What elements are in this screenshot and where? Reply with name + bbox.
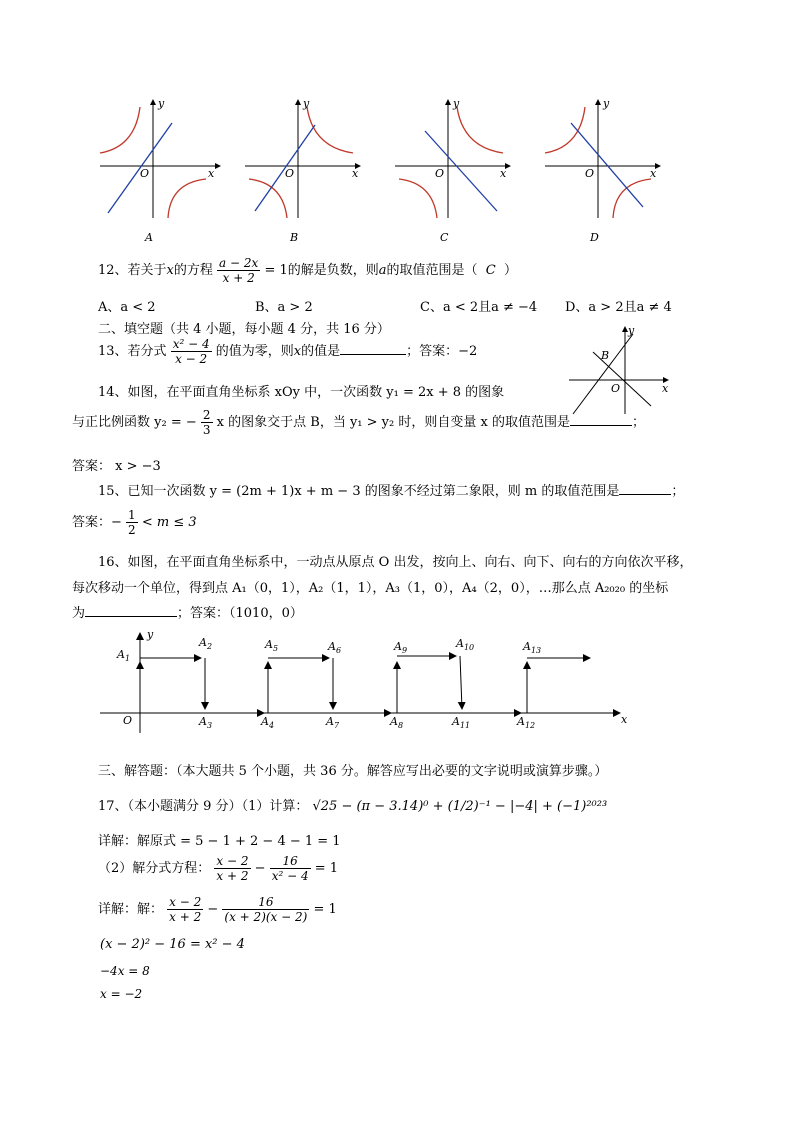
q14-frac-num: 2	[202, 408, 211, 422]
q17-eq2-frac-a	[214, 854, 250, 883]
graph-a-x: x	[208, 167, 215, 180]
q12-answer: C	[485, 263, 496, 278]
q12-option-b: B、a > 2	[255, 300, 313, 315]
q13-mid: 的值为零，则	[215, 344, 294, 359]
q13-stem	[98, 337, 477, 366]
q14-line2-end: ；	[631, 415, 645, 430]
q16-label-a5: $A_5$	[265, 638, 279, 653]
q15-answer	[72, 508, 197, 537]
q17-sol2-frac-a	[167, 895, 203, 924]
q16-figure	[95, 628, 635, 738]
q12-var-x: x	[166, 263, 174, 278]
q15-frac-den: 2	[128, 523, 136, 537]
q16-line3-b: ；答案：（1010，0）	[177, 606, 303, 621]
q16-label-a4: $A_4$	[261, 715, 275, 730]
q17-part1-label: 17、（本小题满分 9 分）（1）计算：	[98, 799, 309, 814]
q12-prefix: 12、若关于	[98, 263, 167, 278]
graph-a-o: O	[140, 167, 150, 180]
q14-line1: 14、如图，在平面直角坐标系 xOy 中，一次函数 y₁ = 2x + 8 的图象	[98, 385, 505, 400]
q12-eq: = 1	[264, 263, 288, 278]
q14-answer: 答案： x > −3	[72, 459, 161, 474]
graph-d-o: O	[585, 167, 595, 180]
q15-blank[interactable]	[619, 482, 671, 495]
graph-b	[245, 97, 361, 244]
q15-line1-end: ；	[671, 484, 685, 499]
q15-answer-prefix: 答案：−	[72, 515, 122, 530]
section2-heading: 二、填空题（共 4 小题，每小题 4 分，共 16 分）	[98, 322, 390, 337]
graph-a-y: y	[158, 97, 165, 110]
q16-label-a1: $A_1$	[117, 648, 131, 663]
q14-frac-den: 3	[202, 423, 211, 437]
q16-label-a8: $A_8$	[390, 715, 404, 730]
q17-eq2-a-den: x + 2	[216, 869, 249, 883]
q16-label-a13: $A_{13}$	[523, 640, 542, 655]
q13-blank[interactable]	[340, 342, 406, 355]
q14-fig-y: y	[628, 324, 635, 337]
q12-stem	[98, 256, 517, 285]
q12-frac-num: a − 2x	[219, 256, 259, 270]
q17-eq2-frac-b	[270, 854, 311, 883]
q14-fig-b: B	[601, 349, 610, 362]
q17-eq2-b-den: x² − 4	[271, 869, 309, 883]
q15-frac-num: 1	[128, 508, 136, 522]
q16-line3	[72, 602, 303, 621]
graph-b-label: B	[290, 231, 299, 244]
q14-blank[interactable]	[570, 413, 632, 426]
q16-blank[interactable]	[85, 604, 177, 617]
q17-sol2-prefix: 详解：解：	[98, 902, 164, 917]
q13-suffix: 的值是	[301, 344, 341, 359]
q17-sol1: 详解：解原式 = 5 − 1 + 2 − 4 − 1 = 1	[98, 834, 341, 849]
q17-step3: x = −2	[100, 987, 143, 1001]
q12-option-c: C、a < 2且a ≠ −4	[420, 300, 538, 315]
q12-option-a: A、a < 2	[98, 300, 156, 315]
graph-c-label: C	[440, 231, 449, 244]
section3-heading: 三、解答题：（本大题共 5 个小题，共 36 分。解答应写出必要的文字说明或演算步骤。）	[98, 764, 608, 779]
q13-var-x: x	[293, 344, 302, 359]
q17-part2-label: （2）解分式方程：	[98, 861, 211, 876]
q15-fraction	[126, 508, 138, 537]
q12-close: ）	[504, 263, 518, 278]
q14-fig-o: O	[611, 382, 621, 395]
q17-sol2-a-den: x + 2	[169, 910, 202, 924]
graph-c	[395, 97, 511, 244]
graph-b-y: y	[303, 97, 310, 110]
graphs-row	[90, 95, 670, 250]
q16-line3-a: 为	[72, 606, 86, 621]
q17-sol2: 详解：解： $\frac{x - 2}{x + 2}$ − $\frac{16}{(x + 2)(x - 2)}$ = 1	[98, 895, 337, 924]
graph-d-x: x	[650, 167, 657, 180]
q16-label-a6: $A_6$	[328, 640, 342, 655]
q17-part2: （2）解分式方程： $\frac{x - 2}{x + 2}$ − $\frac{16}{\text{x² − 4}}$ = 1	[98, 854, 339, 883]
q12-option-d: D、a > 2且a ≠ 4	[565, 300, 672, 315]
q14-line2-b: x 的图象交于点 B，当 y₁ > y₂ 时，则自变量 x 的取值范围是	[216, 415, 570, 430]
q13-fraction	[171, 337, 212, 366]
q16-label-a12: $A_{12}$	[517, 715, 536, 730]
q16-fig-o: O	[123, 714, 133, 727]
q13-prefix: 13、若分式	[98, 344, 167, 359]
q12-fraction	[217, 256, 260, 285]
q16-line1: 16、如图，在平面直角坐标系中，一动点从原点 O 出发，按向上、向右、向下、向右的方向依次平移，	[98, 555, 693, 570]
q17-sol2-a-num: x − 2	[169, 895, 202, 909]
graph-a	[100, 97, 221, 244]
graph-a-label: A	[145, 231, 153, 244]
graph-b-o: O	[285, 167, 295, 180]
graph-d	[545, 97, 661, 244]
q16-label-a10: $A_{10}$	[456, 637, 475, 652]
q17-sol2-b-den: (x + 2)(x − 2)	[224, 910, 308, 924]
graph-c-y: y	[453, 97, 460, 110]
graph-c-o: O	[435, 167, 445, 180]
q12-var-a: a	[378, 263, 387, 278]
q16-fig-x: x	[621, 713, 628, 726]
q14-fig-x: x	[662, 382, 669, 395]
graph-c-x: x	[500, 167, 507, 180]
q17-eq2-a-num: x − 2	[216, 854, 249, 868]
q12-frac-den: x + 2	[222, 271, 255, 285]
q12-mid1: 的方程	[173, 263, 213, 278]
q17-sol2-frac-b	[222, 895, 309, 924]
q17-step1: (x − 2)² − 16 = x² − 4	[100, 937, 245, 952]
q16-label-a11: $A_{11}$	[452, 715, 471, 730]
q17-eq2-rhs: = 1	[314, 861, 339, 876]
q17-sol2-rhs: = 1	[313, 902, 337, 917]
graph-d-y: y	[603, 97, 610, 110]
q14-figure	[565, 322, 675, 418]
q15-line1	[98, 480, 684, 499]
q12-mid2: 的解是负数，则	[287, 263, 379, 278]
q15-line1-text: 15、已知一次函数 y = (2m + 1)x + m − 3 的图象不经过第二象限，则 m 的取值范围是	[98, 484, 620, 499]
q16-fig-y: y	[147, 628, 154, 641]
q17-part1	[98, 795, 607, 814]
q14-line2	[72, 408, 645, 437]
q16-label-a3: $A_3$	[199, 715, 213, 730]
q17-step2: −4x = 8	[100, 964, 150, 978]
q17-sol2-b-num: 16	[222, 895, 309, 910]
graph-d-label: D	[590, 231, 599, 244]
q16-label-a2: $A_2$	[199, 636, 213, 651]
q13-answer: ；答案：−2	[406, 344, 478, 359]
q17-expr1: √25 − (π − 3.14)⁰ + (1/2)⁻¹ − |−4| + (−1)²⁰²³	[312, 799, 608, 814]
q14-line2-a: 与正比例函数 y₂ = −	[72, 415, 197, 430]
q16-label-a7: $A_7$	[326, 715, 340, 730]
q13-frac-num: x² − 4	[172, 337, 210, 351]
q17-eq2-b-num: 16	[270, 854, 311, 869]
q12-mid3: 的取值范围是（	[386, 263, 478, 278]
q15-answer-suffix: < m ≤ 3	[141, 515, 197, 530]
q14-fraction	[201, 408, 213, 437]
graph-b-x: x	[352, 167, 359, 180]
q16-line2: 每次移动一个单位，得到点 A₁（0，1），A₂（1，1），A₃（1，0），A₄（2，0），…那么点 A₂₀₂₀ 的坐标	[72, 581, 669, 596]
q16-label-a9: $A_9$	[394, 640, 408, 655]
q13-frac-den: x − 2	[175, 352, 208, 366]
